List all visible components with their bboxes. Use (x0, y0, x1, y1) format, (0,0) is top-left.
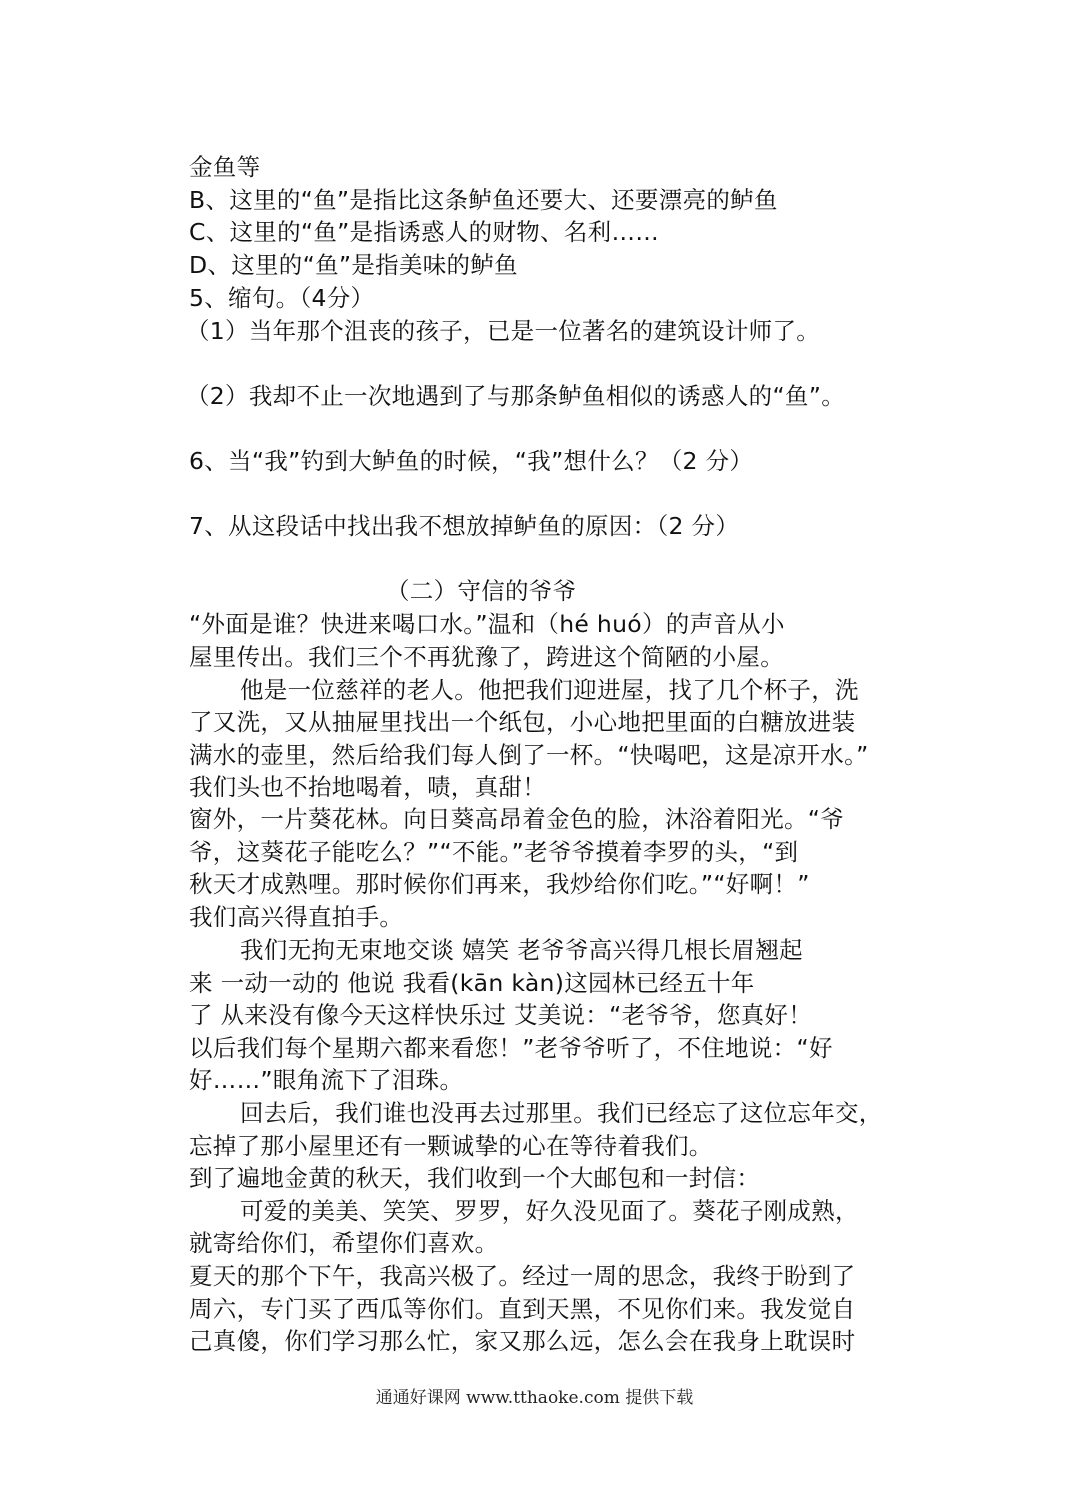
passage-line: 周六，专门买了西瓜等你们。直到天黑，不见你们来。我发觉自 (189, 1295, 856, 1323)
passage-line: “外面是谁？快进来喝口水。”温和（hé huó）的声音从小 (189, 610, 785, 638)
option-d: D、这里的“鱼”是指美味的鲈鱼 (189, 251, 518, 279)
passage-line: 爷，这葵花子能吃么？”“不能。”老爷爷摸着李罗的头，“到 (189, 838, 799, 866)
passage-line: 窗外，一片葵花林。向日葵高昂着金色的脸，沐浴着阳光。“爷 (189, 805, 845, 833)
passage-line: 了又洗，又从抽屉里找出一个纸包，小心地把里面的白糖放进装 (189, 708, 856, 736)
option-c: C、这里的“鱼”是指诱惑人的财物、名利…… (189, 218, 660, 246)
page-footer: 通通好课网 www.tthaoke.com 提供下载 (375, 1388, 694, 1408)
passage-line: 回去后，我们谁也没再去过那里。我们已经忘了这位忘年交， (240, 1099, 883, 1127)
option-a-tail: 金鱼等 (189, 153, 261, 181)
question-5-1: （1）当年那个沮丧的孩子，已是一位著名的建筑设计师了。 (186, 317, 821, 345)
passage-line: 屋里传出。我们三个不再犹豫了，跨进这个简陋的小屋。 (189, 643, 784, 671)
option-b: B、这里的“鱼”是指比这条鲈鱼还要大、还要漂亮的鲈鱼 (189, 186, 778, 214)
passage-line: 我们无拘无束地交谈 嬉笑 老爷爷高兴得几根长眉翘起 (240, 936, 803, 964)
passage-line: 好……”眼角流下了泪珠。 (189, 1066, 464, 1094)
question-5: 5、缩句。（4分） (189, 284, 375, 312)
passage-line: 己真傻，你们学习那么忙，家又那么远，怎么会在我身上耽误时 (189, 1327, 856, 1355)
question-5-2: （2）我却不止一次地遇到了与那条鲈鱼相似的诱惑人的“鱼”。 (186, 382, 845, 410)
question-6: 6、当“我”钓到大鲈鱼的时候，“我”想什么？（2 分） (189, 447, 754, 475)
question-7: 7、从这段话中找出我不想放掉鲈鱼的原因：（2 分） (189, 512, 740, 540)
passage-line: 我们高兴得直拍手。 (189, 903, 404, 931)
passage-line: 忘掉了那小屋里还有一颗诚挚的心在等待着我们。 (189, 1132, 713, 1160)
passage-line: 来 一动一动的 他说 我看(kān kàn)这园林已经五十年 (189, 969, 755, 997)
passage-line: 了 从来没有像今天这样快乐过 艾美说：“老爷爷，您真好！ (189, 1001, 813, 1029)
passage-line: 满水的壶里，然后给我们每人倒了一杯。“快喝吧，这是凉开水。” (189, 741, 869, 769)
passage-line: 就寄给你们，希望你们喜欢。 (189, 1229, 499, 1257)
passage-line: 他是一位慈祥的老人。他把我们迎进屋，找了几个杯子，洗 (240, 676, 859, 704)
passage-line: 以后我们每个星期六都来看您！”老爷爷听了，不住地说：“好 (189, 1034, 833, 1062)
passage-line: 秋天才成熟哩。那时候你们再来，我炒给你们吃。”“好啊！” (189, 870, 810, 898)
passage-line: 夏天的那个下午，我高兴极了。经过一周的思念，我终于盼到了 (189, 1262, 856, 1290)
passage-line: 可爱的美美、笑笑、罗罗，好久没见面了。葵花子刚成熟， (240, 1197, 859, 1225)
passage-title: （二）守信的爷爷 (386, 577, 577, 605)
passage-line: 到了遍地金黄的秋天，我们收到一个大邮包和一封信： (189, 1164, 761, 1192)
passage-line: 我们头也不抬地喝着，啧，真甜！ (189, 773, 546, 801)
